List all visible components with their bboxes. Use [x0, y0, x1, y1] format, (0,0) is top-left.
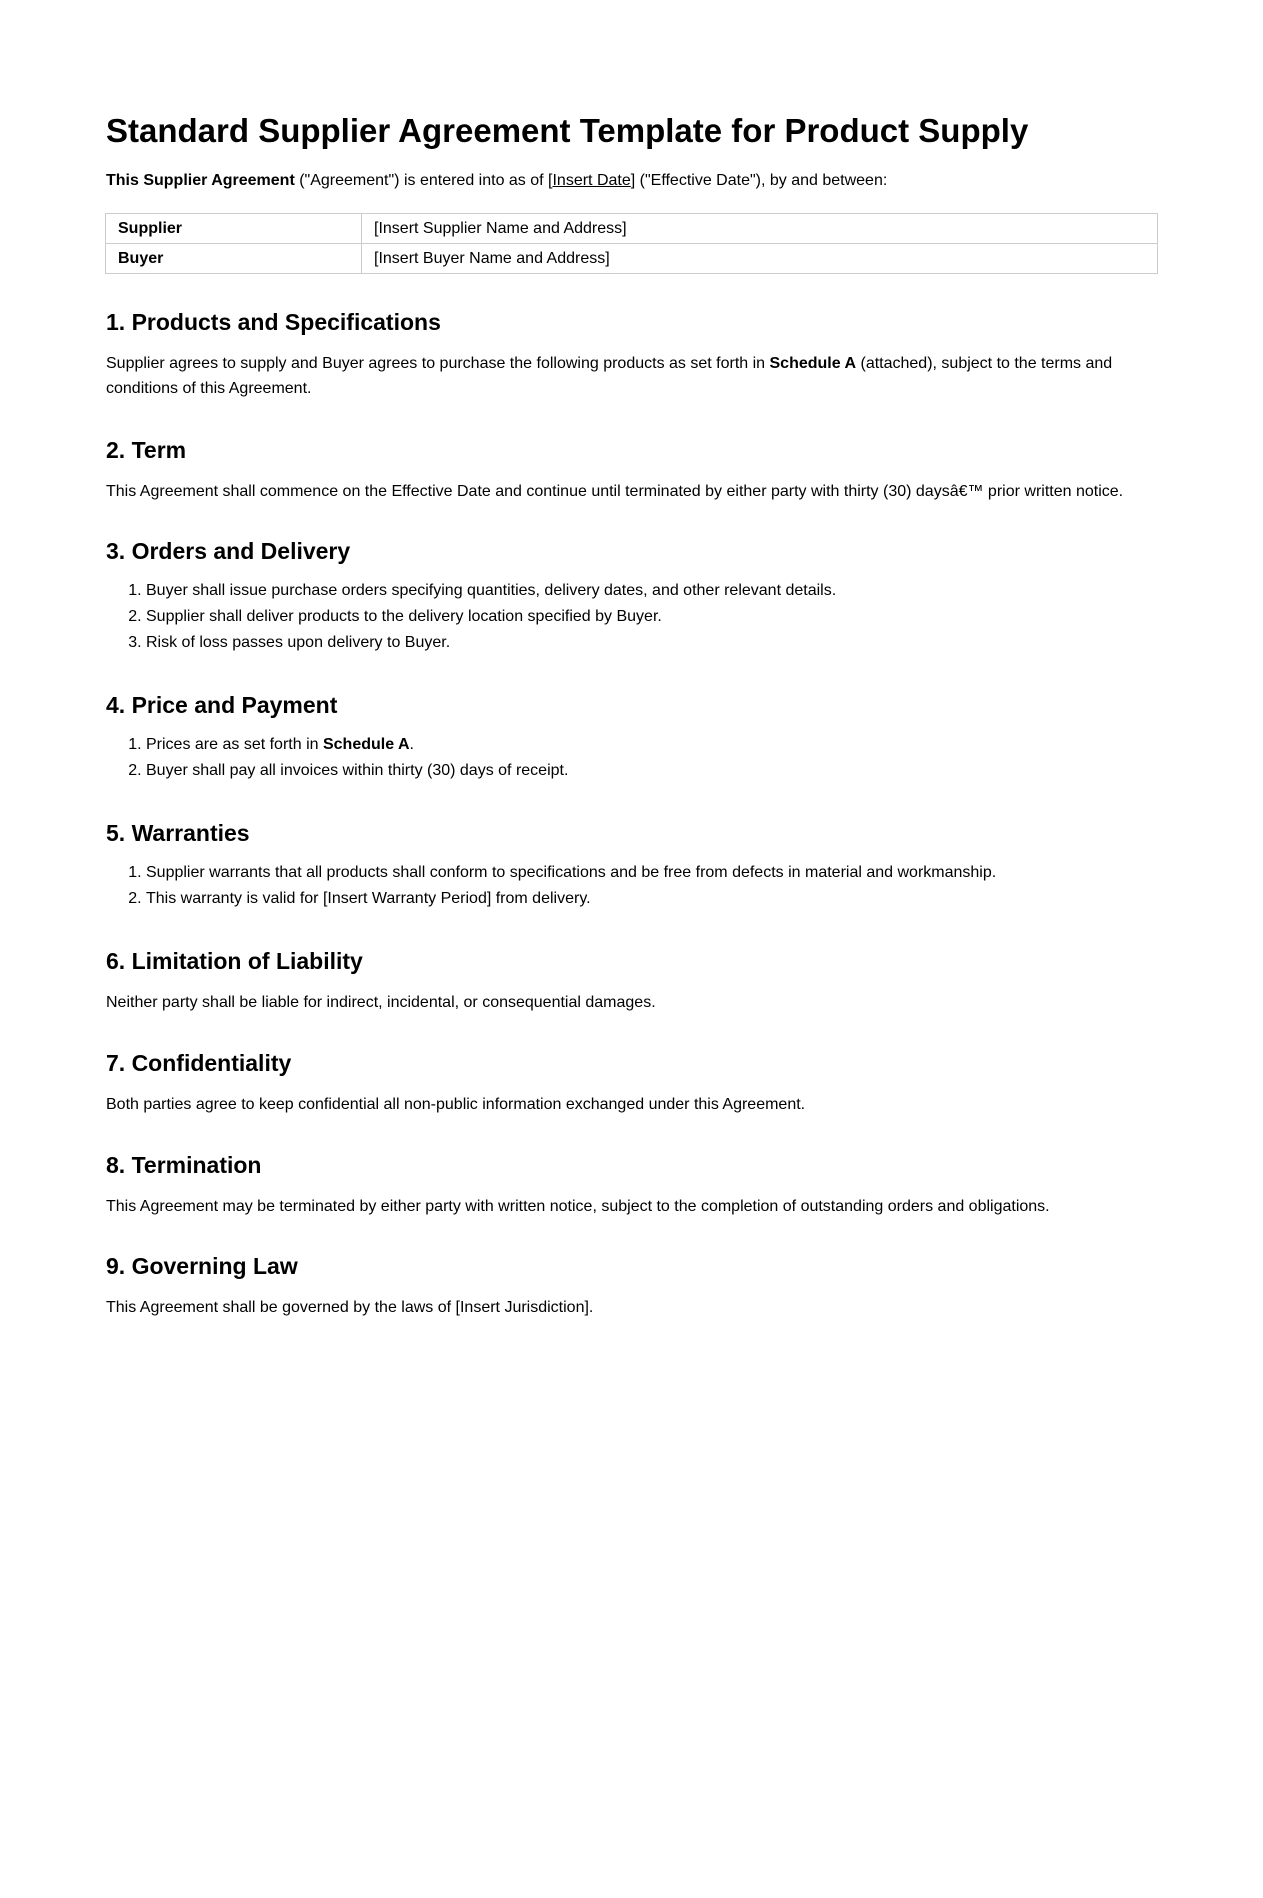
- body-text: Prices are as set forth in: [146, 736, 323, 753]
- section-heading: 4. Price and Payment: [106, 692, 338, 718]
- section-body: Both parties agree to keep confidential all non-public information exchanged under this Agreement.: [106, 1096, 806, 1113]
- party-value: [Insert Supplier Name and Address]: [362, 214, 1158, 244]
- section-termination: [106, 1151, 1158, 1219]
- table-row: [106, 244, 1158, 274]
- intro-text-1: ("Agreement") is entered into as of [: [294, 172, 553, 189]
- document-title: Standard Supplier Agreement Template for Product Supply: [106, 112, 1029, 149]
- section-body: This Agreement shall commence on the Effective Date and continue until terminated by either party with thirty (30) daysâ€™ prior written notice.: [106, 483, 1124, 500]
- section-products: [106, 308, 1158, 401]
- section-heading: 7. Confidentiality: [106, 1050, 292, 1076]
- party-label: Supplier: [106, 214, 362, 244]
- section-body: Neither party shall be liable for indirect, incidental, or consequential damages.: [106, 994, 656, 1011]
- section-heading: 3. Orders and Delivery: [106, 538, 351, 564]
- intro-paragraph: [106, 170, 887, 192]
- section-heading: 8. Termination: [106, 1152, 262, 1178]
- body-text: (attached), subject to the terms and conditions of this Agreement.: [106, 355, 1113, 397]
- schedule-a-ref: Schedule A: [769, 355, 857, 372]
- list-item: 2. This warranty is valid for [Insert Warranty Period] from delivery.: [146, 886, 1158, 912]
- list-item: 2. Buyer shall pay all invoices within thirty (30) days of receipt.: [146, 758, 1158, 784]
- section-body: This Agreement shall be governed by the laws of [Insert Jurisdiction].: [106, 1299, 594, 1316]
- effective-date-placeholder: Insert Date: [552, 172, 631, 189]
- schedule-a-ref: Schedule A: [322, 736, 410, 753]
- list-item: 1. Supplier warrants that all products shall conform to specifications and be free from defects in material and workmanship.: [146, 860, 1158, 886]
- table-row: [106, 214, 1158, 244]
- body-text: Supplier agrees to supply and Buyer agrees to purchase the following products as set forth in: [106, 355, 770, 372]
- party-value: [Insert Buyer Name and Address]: [362, 244, 1158, 274]
- section-price: [106, 691, 1158, 784]
- intro-bold-lead: This Supplier Agreement: [106, 172, 295, 189]
- orders-list: [106, 578, 1158, 656]
- intro-text-2: ] ("Effective Date"), by and between:: [630, 172, 888, 189]
- parties-table: [105, 213, 1158, 274]
- section-heading: 5. Warranties: [106, 820, 250, 846]
- price-list: [106, 732, 1158, 784]
- list-item: [146, 732, 1158, 758]
- section-governing-law: [106, 1252, 1158, 1320]
- section-orders: [106, 537, 1158, 656]
- section-term: [106, 436, 1158, 504]
- document-page: [106, 0, 1158, 1316]
- section-body: This Agreement may be terminated by either party with written notice, subject to the completion of outstanding orders and obligations.: [106, 1198, 1050, 1215]
- warranties-list: [106, 860, 1158, 912]
- section-heading: 9. Governing Law: [106, 1253, 298, 1279]
- section-heading: 1. Products and Specifications: [106, 309, 441, 335]
- section-liability: [106, 947, 1158, 1015]
- party-label: Buyer: [106, 244, 362, 274]
- section-confidentiality: [106, 1049, 1158, 1117]
- section-heading: 6. Limitation of Liability: [106, 948, 363, 974]
- list-item: 2. Supplier shall deliver products to the delivery location specified by Buyer.: [146, 604, 1158, 630]
- list-item: 3. Risk of loss passes upon delivery to Buyer.: [146, 630, 1158, 656]
- section-heading: 2. Term: [106, 437, 187, 463]
- section-body: [106, 351, 1158, 401]
- section-warranties: [106, 819, 1158, 912]
- body-text: .: [409, 736, 414, 753]
- list-item: 1. Buyer shall issue purchase orders specifying quantities, delivery dates, and other relevant details.: [146, 578, 1158, 604]
